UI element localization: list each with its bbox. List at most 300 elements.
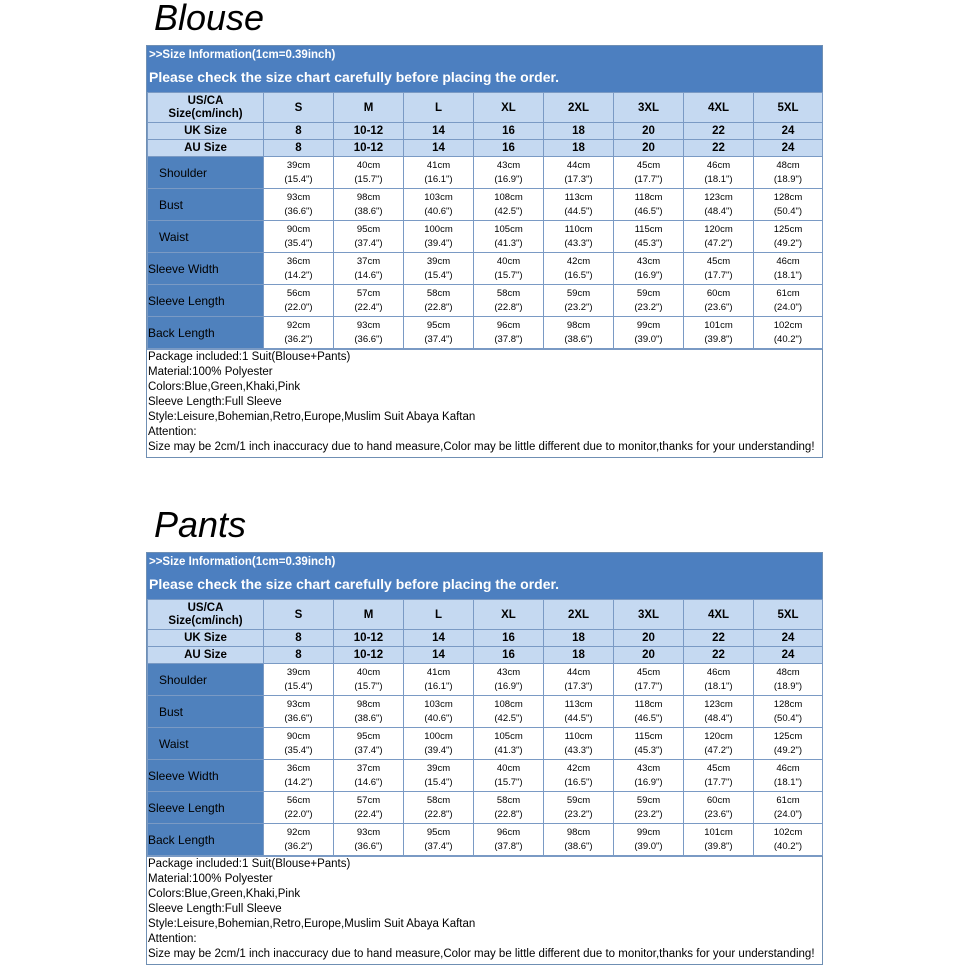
cm-value: 128cm [773, 698, 803, 710]
measurement-label: Back Length [148, 824, 264, 856]
size-column-header: 5XL [754, 93, 823, 123]
section-title: Pants [154, 504, 247, 545]
measurement-cell [614, 760, 684, 792]
measurement-cell [754, 189, 823, 221]
cm-value: 46cm [776, 762, 800, 774]
measurement-cell [334, 728, 404, 760]
inch-value: (38.6") [564, 840, 593, 852]
inch-value: (37.4") [354, 744, 383, 756]
measurement-cell [754, 728, 823, 760]
cm-value: 43cm [496, 666, 521, 678]
measurement-cell [684, 221, 754, 253]
inch-value: (16.9") [634, 269, 663, 281]
size-info-line: >>Size Information(1cm=0.39inch) [147, 553, 822, 571]
inch-value: (43.3") [564, 744, 593, 756]
cm-value: 37cm [356, 255, 381, 267]
measurement-cell [474, 824, 544, 856]
size-info-line: >>Size Information(1cm=0.39inch) [147, 46, 822, 64]
cm-value: 90cm [286, 223, 311, 235]
size-column-header: 5XL [754, 600, 823, 630]
au-size-row-value: 14 [404, 647, 474, 664]
inch-value: (15.7") [354, 173, 383, 185]
measurement-cell [334, 285, 404, 317]
inch-value: (16.1") [424, 173, 453, 185]
cm-value: 48cm [776, 666, 800, 678]
measurement-cell [264, 317, 334, 349]
size-header-label [148, 600, 264, 630]
cm-value: 118cm [634, 698, 663, 710]
au-size-row [148, 140, 823, 157]
measurement-cell [334, 253, 404, 285]
note-line: Size may be 2cm/1 inch inaccuracy due to hand measure,Color may be little different due to monitor,thanks for your understanding! [148, 948, 815, 960]
inch-value: (22.8") [494, 301, 523, 313]
inch-value: (17.7") [704, 776, 733, 788]
measurement-cell [474, 189, 544, 221]
note-line: Package included:1 Suit(Blouse+Pants) [148, 858, 351, 870]
size-column-header: 2XL [544, 93, 614, 123]
au-size-row-label: AU Size [148, 140, 264, 157]
section-title: Blouse [154, 0, 265, 38]
size-column-header: M [334, 93, 404, 123]
inch-value: (45.3") [634, 744, 663, 756]
au-size-row-value: 24 [754, 140, 823, 157]
au-size-row-value: 16 [474, 647, 544, 664]
au-size-row-value: 10-12 [334, 140, 404, 157]
note-line: Colors:Blue,Green,Khaki,Pink [148, 888, 301, 900]
cm-value: 39cm [426, 255, 451, 267]
measurement-cell [404, 728, 474, 760]
inch-value: (37.4") [354, 237, 383, 249]
measurement-label: Shoulder [148, 664, 264, 696]
au-size-row-value: 10-12 [334, 647, 404, 664]
uk-size-row-value: 22 [684, 123, 754, 140]
measurement-cell [264, 285, 334, 317]
cm-value: 102cm [773, 826, 803, 838]
cm-value: 45cm [706, 762, 731, 774]
au-size-row-value: 14 [404, 140, 474, 157]
size-table [147, 92, 823, 349]
inch-value: (41.3") [494, 744, 523, 756]
measurement-cell [614, 792, 684, 824]
inch-value: (24.0") [773, 301, 803, 313]
measurement-cell [474, 760, 544, 792]
cm-value: 58cm [496, 794, 521, 806]
inch-value: (22.4") [354, 301, 383, 313]
uk-size-row-value: 16 [474, 123, 544, 140]
measurement-cell [754, 792, 823, 824]
size-header-row [148, 600, 823, 630]
measurement-label: Bust [148, 189, 264, 221]
uk-size-row [148, 630, 823, 647]
cm-value: 98cm [566, 319, 591, 331]
measurement-cell [404, 157, 474, 189]
au-size-row-value: 20 [614, 140, 684, 157]
measurement-label: Waist [148, 728, 264, 760]
inch-value: (14.2") [284, 776, 313, 788]
size-column-header: 2XL [544, 600, 614, 630]
au-size-row-value: 18 [544, 647, 614, 664]
measurement-cell [544, 253, 614, 285]
uk-size-row-label: UK Size [148, 123, 264, 140]
inch-value: (14.6") [354, 776, 383, 788]
measurement-row [148, 728, 823, 760]
cm-value: 56cm [286, 794, 311, 806]
size-column-header: 3XL [614, 600, 684, 630]
cm-value: 100cm [424, 730, 453, 742]
uk-size-row-value: 20 [614, 123, 684, 140]
measurement-cell [754, 824, 823, 856]
check-chart-notice: Please check the size chart carefully before placing the order. [147, 571, 822, 599]
inch-value: (35.4") [284, 744, 313, 756]
measurement-cell [264, 728, 334, 760]
inch-value: (22.0") [284, 301, 313, 313]
measurement-cell [754, 760, 823, 792]
cm-value: 42cm [566, 255, 591, 267]
inch-value: (39.4") [424, 237, 453, 249]
measurement-cell [404, 696, 474, 728]
au-size-row-label: AU Size [148, 647, 264, 664]
measurement-label: Sleeve Width [148, 253, 264, 285]
measurement-cell [614, 253, 684, 285]
measurement-label: Sleeve Width [148, 760, 264, 792]
uk-size-row-value: 24 [754, 123, 823, 140]
size-column-header: 4XL [684, 600, 754, 630]
uk-size-row-value: 22 [684, 630, 754, 647]
measurement-cell [404, 792, 474, 824]
inch-value: (50.4") [773, 712, 803, 724]
cm-value: 46cm [706, 159, 731, 171]
cm-value: 101cm [704, 319, 733, 331]
cm-value: 41cm [426, 666, 451, 678]
inch-value: (15.4") [424, 776, 453, 788]
inch-value: (18.9") [773, 173, 803, 185]
measurement-cell [474, 157, 544, 189]
measurement-cell [334, 189, 404, 221]
measurement-cell [334, 664, 404, 696]
inch-value: (40.2") [773, 840, 803, 852]
inch-value: (39.0") [634, 840, 663, 852]
measurement-row [148, 760, 823, 792]
measurement-cell [334, 157, 404, 189]
uk-size-row-label: UK Size [148, 630, 264, 647]
measurement-cell [544, 728, 614, 760]
inch-value: (36.6") [284, 712, 313, 724]
inch-value: (47.2") [704, 237, 733, 249]
uk-size-row-value: 20 [614, 630, 684, 647]
cm-value: 59cm [636, 287, 661, 299]
measurement-cell [684, 696, 754, 728]
inch-value: (36.2") [284, 333, 313, 345]
au-size-row-value: 20 [614, 647, 684, 664]
cm-value: 113cm [564, 191, 593, 203]
check-chart-notice: Please check the size chart carefully before placing the order. [147, 64, 822, 92]
cm-value: 57cm [356, 794, 381, 806]
measurement-cell [404, 317, 474, 349]
measurement-row [148, 221, 823, 253]
measurement-cell [684, 317, 754, 349]
size-column-header: S [264, 93, 334, 123]
product-notes [147, 856, 822, 964]
inch-value: (14.2") [284, 269, 313, 281]
inch-value: (37.4") [424, 333, 453, 345]
cm-value: 108cm [494, 698, 523, 710]
inch-value: (16.1") [424, 680, 453, 692]
measurement-row [148, 792, 823, 824]
cm-value: 99cm [636, 319, 661, 331]
measurement-cell [474, 221, 544, 253]
measurement-cell [474, 664, 544, 696]
uk-size-row-value: 8 [264, 630, 334, 647]
cm-value: 115cm [634, 223, 663, 235]
cm-value: 46cm [776, 255, 800, 267]
measurement-cell [684, 792, 754, 824]
cm-value: 40cm [356, 666, 381, 678]
inch-value: (15.7") [354, 680, 383, 692]
uk-size-row-value: 24 [754, 630, 823, 647]
inch-value: (17.7") [634, 173, 663, 185]
cm-value: 110cm [564, 223, 593, 235]
inch-value: (15.7") [494, 269, 523, 281]
cm-value: 95cm [426, 319, 451, 331]
inch-value: (22.8") [424, 301, 453, 313]
note-line: Style:Leisure,Bohemian,Retro,Europe,Muslim Suit Abaya Kaftan [148, 918, 476, 930]
size-column-header: L [404, 600, 474, 630]
uk-size-row-value: 14 [404, 123, 474, 140]
inch-value: (16.5") [564, 776, 593, 788]
cm-value: 60cm [706, 794, 731, 806]
cm-value: 93cm [356, 826, 381, 838]
measurement-cell [684, 664, 754, 696]
cm-value: 43cm [636, 762, 661, 774]
uk-size-row-value: 8 [264, 123, 334, 140]
measurement-cell [264, 157, 334, 189]
cm-value: 102cm [773, 319, 803, 331]
cm-value: 108cm [494, 191, 523, 203]
inch-value: (22.8") [494, 808, 523, 820]
measurement-cell [684, 824, 754, 856]
measurement-cell [544, 157, 614, 189]
measurement-cell [544, 189, 614, 221]
inch-value: (40.6") [424, 205, 453, 217]
cm-value: 90cm [286, 730, 311, 742]
cm-value: 93cm [286, 191, 311, 203]
uk-size-row-value: 18 [544, 123, 614, 140]
cm-value: 101cm [704, 826, 733, 838]
inch-value: (15.4") [284, 680, 313, 692]
cm-value: 103cm [424, 698, 453, 710]
cm-value: 39cm [286, 159, 311, 171]
inch-value: (15.4") [424, 269, 453, 281]
inch-value: (17.3") [564, 173, 593, 185]
measurement-cell [614, 221, 684, 253]
inch-value: (38.6") [354, 712, 383, 724]
inch-value: (18.9") [773, 680, 803, 692]
note-line: Attention: [148, 933, 197, 945]
measurement-label: Sleeve Length [148, 285, 264, 317]
au-size-row [148, 647, 823, 664]
us-ca-label: US/CA [187, 94, 224, 107]
inch-value: (45.3") [634, 237, 663, 249]
inch-value: (49.2") [773, 237, 803, 249]
measurement-cell [264, 664, 334, 696]
note-line: Package included:1 Suit(Blouse+Pants) [148, 351, 351, 363]
measurement-label: Back Length [148, 317, 264, 349]
cm-value: 56cm [286, 287, 311, 299]
inch-value: (24.0") [773, 808, 803, 820]
cm-value: 123cm [704, 191, 733, 203]
inch-value: (39.4") [424, 744, 453, 756]
cm-value: 36cm [286, 762, 311, 774]
measurement-cell [404, 824, 474, 856]
measurement-label: Sleeve Length [148, 792, 264, 824]
note-line: Sleeve Length:Full Sleeve [148, 903, 282, 915]
measurement-cell [544, 792, 614, 824]
cm-value: 59cm [566, 794, 591, 806]
cm-value: 45cm [636, 159, 661, 171]
size-header-row [148, 93, 823, 123]
cm-value: 115cm [634, 730, 663, 742]
inch-value: (15.7") [494, 776, 523, 788]
size-unit-label: Size(cm/inch) [168, 107, 243, 120]
au-size-row-value: 22 [684, 140, 754, 157]
measurement-cell [754, 253, 823, 285]
inch-value: (39.8") [704, 840, 733, 852]
measurement-cell [684, 253, 754, 285]
inch-value: (23.2") [634, 808, 663, 820]
measurement-row [148, 189, 823, 221]
inch-value: (16.9") [634, 776, 663, 788]
measurement-cell [334, 221, 404, 253]
cm-value: 125cm [773, 730, 803, 742]
inch-value: (14.6") [354, 269, 383, 281]
note-line: Attention: [148, 426, 197, 438]
cm-value: 113cm [564, 698, 593, 710]
measurement-cell [334, 824, 404, 856]
size-column-header: M [334, 600, 404, 630]
cm-value: 98cm [356, 698, 381, 710]
au-size-row-value: 24 [754, 647, 823, 664]
cm-value: 96cm [496, 826, 521, 838]
note-line: Colors:Blue,Green,Khaki,Pink [148, 381, 301, 393]
cm-value: 98cm [356, 191, 381, 203]
cm-value: 120cm [704, 730, 733, 742]
au-size-row-value: 22 [684, 647, 754, 664]
au-size-row-value: 16 [474, 140, 544, 157]
note-line: Material:100% Polyester [148, 366, 273, 378]
size-column-header: S [264, 600, 334, 630]
measurement-cell [264, 792, 334, 824]
inch-value: (23.2") [564, 808, 593, 820]
inch-value: (48.4") [704, 712, 733, 724]
inch-value: (16.9") [494, 173, 523, 185]
size-column-header: 3XL [614, 93, 684, 123]
inch-value: (44.5") [564, 205, 593, 217]
cm-value: 92cm [286, 319, 311, 331]
cm-value: 59cm [636, 794, 661, 806]
measurement-cell [614, 285, 684, 317]
cm-value: 36cm [286, 255, 311, 267]
inch-value: (46.5") [634, 712, 663, 724]
inch-value: (47.2") [704, 744, 733, 756]
measurement-cell [614, 157, 684, 189]
measurement-cell [264, 760, 334, 792]
cm-value: 92cm [286, 826, 311, 838]
cm-value: 60cm [706, 287, 731, 299]
measurement-cell [544, 824, 614, 856]
inch-value: (50.4") [773, 205, 803, 217]
measurement-label: Bust [148, 696, 264, 728]
measurement-row [148, 253, 823, 285]
cm-value: 37cm [356, 762, 381, 774]
inch-value: (44.5") [564, 712, 593, 724]
measurement-cell [544, 760, 614, 792]
cm-value: 57cm [356, 287, 381, 299]
inch-value: (17.7") [634, 680, 663, 692]
inch-value: (22.0") [284, 808, 313, 820]
inch-value: (23.2") [634, 301, 663, 313]
cm-value: 120cm [704, 223, 733, 235]
size-chart [146, 552, 823, 965]
inch-value: (37.8") [494, 333, 523, 345]
measurement-cell [264, 696, 334, 728]
inch-value: (36.2") [284, 840, 313, 852]
cm-value: 58cm [426, 287, 451, 299]
measurement-cell [754, 285, 823, 317]
cm-value: 58cm [426, 794, 451, 806]
inch-value: (16.9") [494, 680, 523, 692]
measurement-cell [264, 189, 334, 221]
cm-value: 103cm [424, 191, 453, 203]
inch-value: (15.4") [284, 173, 313, 185]
cm-value: 41cm [426, 159, 451, 171]
cm-value: 93cm [286, 698, 311, 710]
size-chart [146, 45, 823, 458]
size-column-header: 4XL [684, 93, 754, 123]
size-column-header: L [404, 93, 474, 123]
cm-value: 58cm [496, 287, 521, 299]
measurement-cell [754, 317, 823, 349]
measurement-cell [544, 317, 614, 349]
cm-value: 118cm [634, 191, 663, 203]
measurement-cell [614, 317, 684, 349]
inch-value: (49.2") [773, 744, 803, 756]
inch-value: (38.6") [354, 205, 383, 217]
cm-value: 59cm [566, 287, 591, 299]
inch-value: (36.6") [354, 333, 383, 345]
measurement-cell [614, 189, 684, 221]
uk-size-row-value: 14 [404, 630, 474, 647]
measurement-row [148, 664, 823, 696]
measurement-cell [334, 696, 404, 728]
cm-value: 44cm [566, 159, 591, 171]
inch-value: (35.4") [284, 237, 313, 249]
cm-value: 95cm [356, 730, 381, 742]
inch-value: (39.0") [634, 333, 663, 345]
inch-value: (37.8") [494, 840, 523, 852]
size-column-header: XL [474, 93, 544, 123]
inch-value: (22.8") [424, 808, 453, 820]
measurement-row [148, 824, 823, 856]
inch-value: (18.1") [704, 680, 733, 692]
inch-value: (41.3") [494, 237, 523, 249]
note-line: Material:100% Polyester [148, 873, 273, 885]
inch-value: (17.7") [704, 269, 733, 281]
measurement-row [148, 696, 823, 728]
cm-value: 43cm [496, 159, 521, 171]
inch-value: (40.2") [773, 333, 803, 345]
measurement-cell [404, 760, 474, 792]
cm-value: 123cm [704, 698, 733, 710]
